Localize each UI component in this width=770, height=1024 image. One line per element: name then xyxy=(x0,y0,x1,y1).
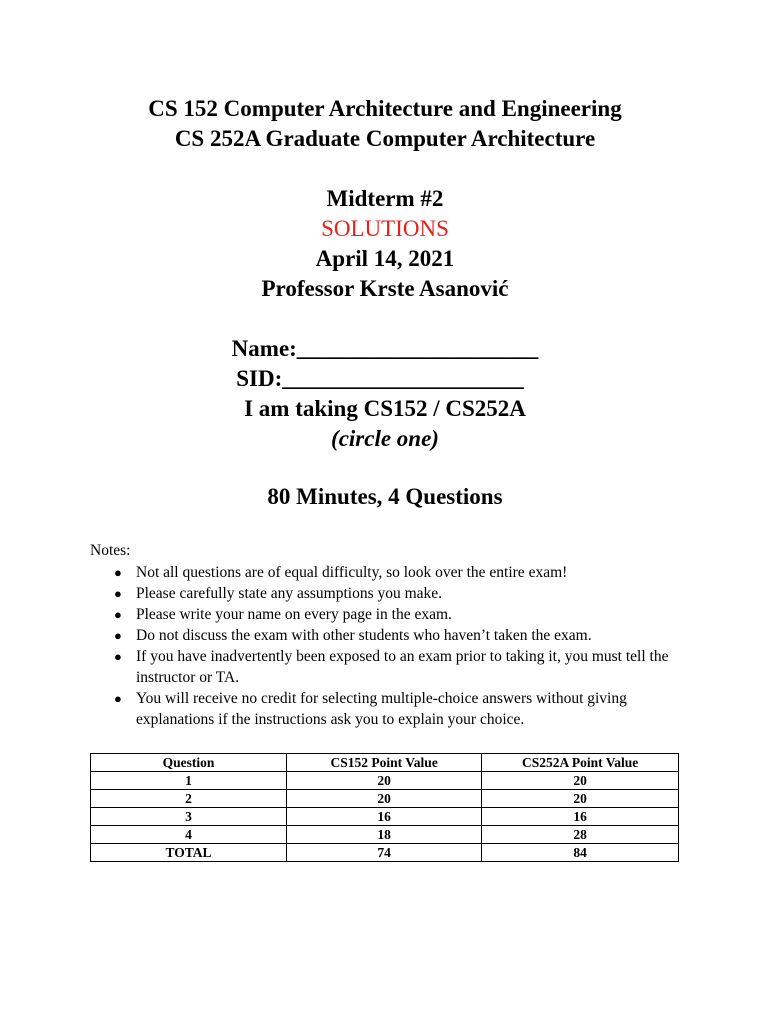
notes-label: Notes: xyxy=(90,542,131,559)
professor-name: Professor Krste Asanović xyxy=(261,276,509,301)
solutions-label: SOLUTIONS xyxy=(321,216,449,241)
cs252a-points-cell: 16 xyxy=(482,808,679,826)
table-header-row xyxy=(91,754,679,772)
notes-item xyxy=(90,646,690,688)
cs152-points-cell: 20 xyxy=(287,772,482,790)
header-cs252a-points: CS252A Point Value xyxy=(482,754,679,772)
cs252a-points-cell: 84 xyxy=(482,844,679,862)
cs252a-points-cell: 28 xyxy=(482,826,679,844)
header-cs152-points: CS152 Point Value xyxy=(287,754,482,772)
circle-one-hint: (circle one) xyxy=(331,426,439,451)
question-cell: 3 xyxy=(91,808,287,826)
notes-item-text: Please carefully state any assumptions you make. xyxy=(136,585,443,602)
name-field-line: Name:_____________________ xyxy=(231,336,539,361)
table-row xyxy=(91,808,679,826)
cs152-points-cell: 18 xyxy=(287,826,482,844)
notes-item-text: You will receive no credit for selecting multiple-choice answers without giving explanations if the instructions ask you to explain your choice. xyxy=(136,690,627,728)
course-selection-line: I am taking CS152 / CS252A xyxy=(244,396,526,421)
bullet-icon: ● xyxy=(114,565,122,580)
notes-item-text: Do not discuss the exam with other students who haven’t taken the exam. xyxy=(136,627,592,644)
exam-title: Midterm #2 xyxy=(326,186,444,211)
course-title-cs152: CS 152 Computer Architecture and Engineering xyxy=(148,96,622,121)
notes-item-text: If you have inadvertently been exposed to an exam prior to taking it, you must tell the instructor or TA. xyxy=(136,648,669,686)
notes-item xyxy=(90,625,690,646)
question-cell: 2 xyxy=(91,790,287,808)
question-cell: 1 xyxy=(91,772,287,790)
bullet-icon: ● xyxy=(114,628,122,643)
bullet-icon: ● xyxy=(114,607,122,622)
header-question: Question xyxy=(91,754,287,772)
bullet-icon: ● xyxy=(114,586,122,601)
sid-field-line: SID:_____________________ xyxy=(236,366,524,391)
table-row xyxy=(91,790,679,808)
notes-item xyxy=(90,583,690,604)
exam-date: April 14, 2021 xyxy=(315,246,455,271)
notes-item xyxy=(90,562,690,583)
notes-item-text: Please write your name on every page in the exam. xyxy=(136,606,452,623)
point-value-table xyxy=(90,753,679,862)
course-title-cs252a: CS 252A Graduate Computer Architecture xyxy=(174,126,596,151)
notes-list xyxy=(90,562,690,730)
notes-item xyxy=(90,688,690,730)
cs252a-points-cell: 20 xyxy=(482,790,679,808)
exam-duration: 80 Minutes, 4 Questions xyxy=(267,484,503,509)
notes-item xyxy=(90,604,690,625)
cs152-points-cell: 16 xyxy=(287,808,482,826)
bullet-icon: ● xyxy=(114,691,122,706)
question-cell: TOTAL xyxy=(91,844,287,862)
cs152-points-cell: 74 xyxy=(287,844,482,862)
cs152-points-cell: 20 xyxy=(287,790,482,808)
question-cell: 4 xyxy=(91,826,287,844)
table-total-row xyxy=(91,844,679,862)
notes-item-text: Not all questions are of equal difficulty, so look over the entire exam! xyxy=(136,564,568,581)
cs252a-points-cell: 20 xyxy=(482,772,679,790)
table-row xyxy=(91,772,679,790)
table-row xyxy=(91,826,679,844)
bullet-icon: ● xyxy=(114,649,122,664)
